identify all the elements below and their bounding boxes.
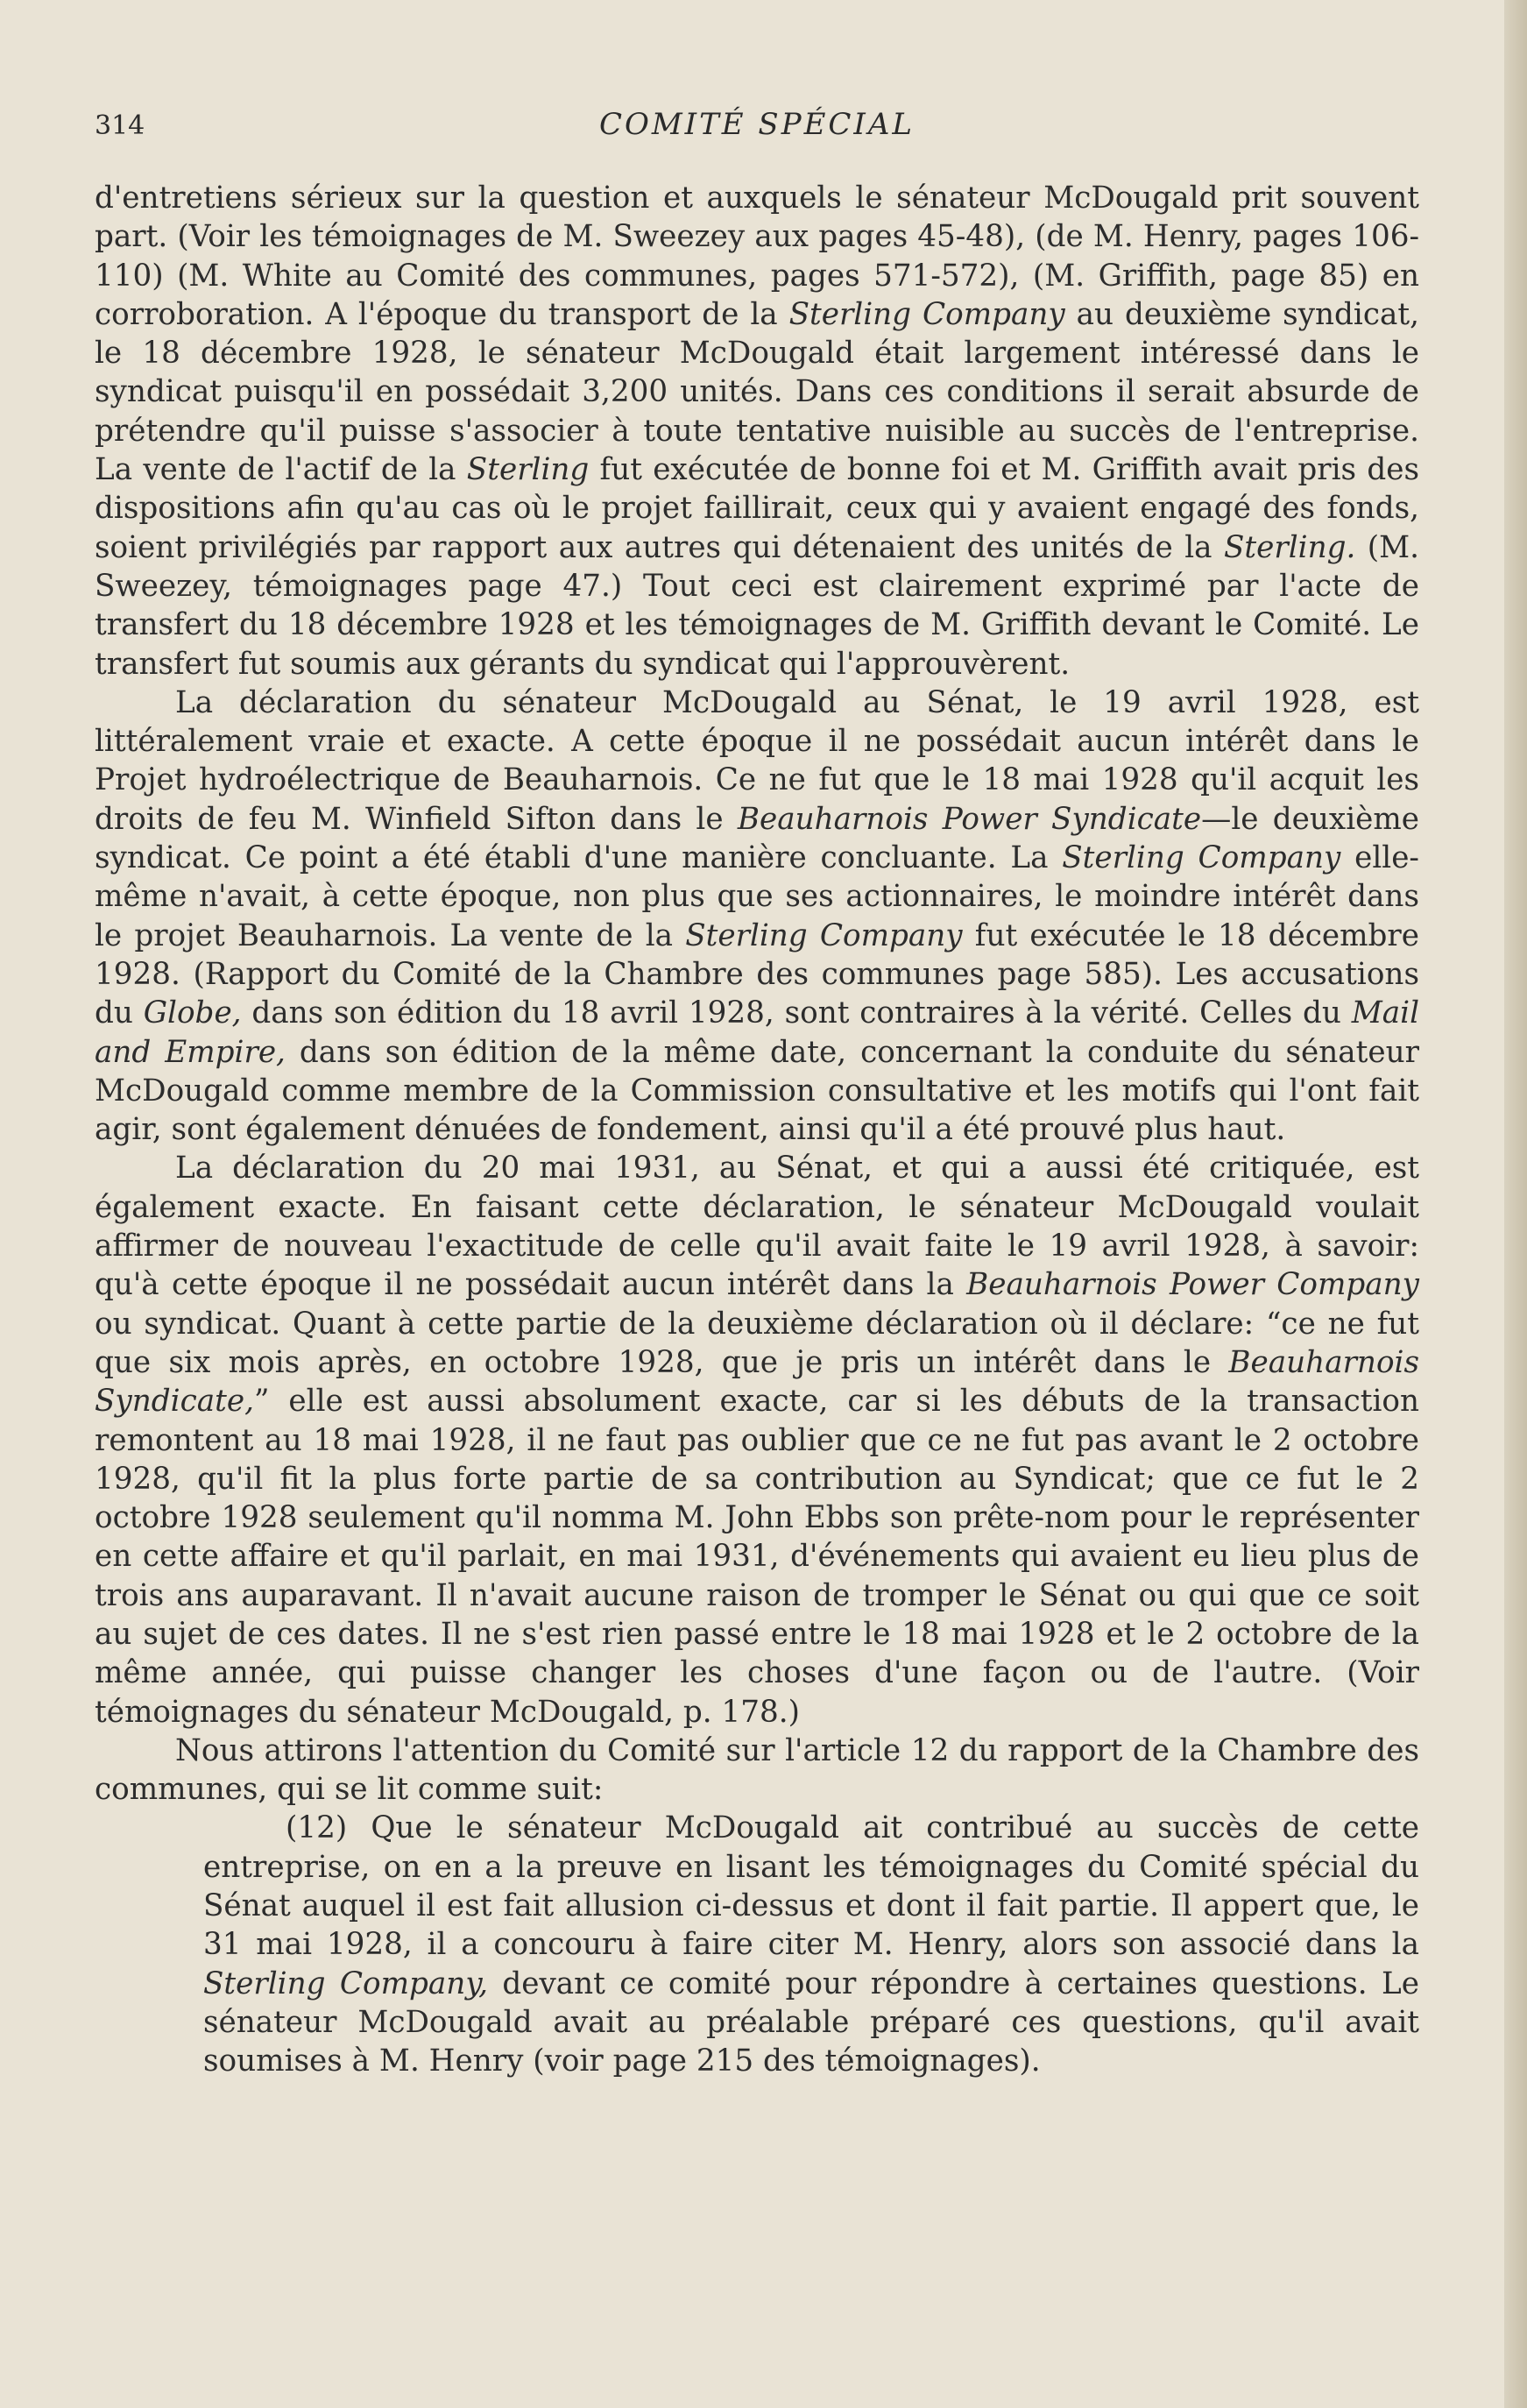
page-edge-shadow <box>1504 0 1527 2408</box>
text-run: (M. Sweezey, témoignages page 47.) Tout ceci est clairement exprimé par l'acte de transfert du 18 décembre 1928 et les témoignages de M. Griffith devant le Comité. Le transfert fut soumis aux gérants du syndicat qui l'approuvèrent. <box>95 529 1419 682</box>
body-paragraph <box>95 1732 1419 1810</box>
text-run: au deuxième syndicat, le 18 décembre 1928, le sénateur McDougald était largement intéressé dans le syndicat puisqu'il en possédait 3,200 unités. Dans ces conditions il serait absurde de prétendre qu'il puisse s'associer à toute tentative nuisible au succès de l'entreprise. La vente de l'actif de la <box>95 296 1419 488</box>
text-run: Nous attirons l'attention du Comité sur l'article 12 du rapport de la Chambre des communes, qui se lit comme suit: <box>95 1732 1419 1808</box>
text-run: —le deuxième syndicat. Ce point a été établi d'une manière concluante. La <box>95 801 1420 876</box>
text-run: dans son édition de la même date, concernant la conduite du sénateur McDougald comme membre de la Commission consultative et les motifs qui l'ont fait agir, sont également dénuées de fondement, ainsi qu'il a été prouvé plus haut. <box>95 1034 1419 1148</box>
text-run: (12) Que le sénateur McDougald ait contribué au succès de cette entreprise, on en a la preuve en lisant les témoignages du Comité spécial du Sénat auquel il est fait allusion ci-dessus et dont il fait partie. Il appert que, le 31 mai 1928, il a concouru à faire citer M. Henry, alors son associé dans la <box>203 1810 1419 1963</box>
italic-text-run: Sterling Company <box>685 917 963 953</box>
italic-text-run: Beauharnois Power Company <box>966 1267 1420 1303</box>
text-run: La déclaration du 20 mai 1931, au Sénat, et qui a aussi été critiquée, est également exacte. En faisant cette déclaration, le sénateur McDougald voulait affirmer de nouveau l'exactitude de celle qu'il avait faite le 19 avril 1928, à savoir: qu'à cette époque il ne possédait aucun intérêt dans la <box>95 1151 1419 1303</box>
italic-text-run: Sterling Company <box>1062 840 1341 876</box>
body-paragraph <box>95 179 1419 683</box>
text-run: dans son édition du 18 avril 1928, sont contraires à la vérité. Celles du <box>241 995 1352 1031</box>
page-header <box>95 107 1419 151</box>
italic-text-run: Sterling Company, <box>203 1965 488 2001</box>
page-number: 314 <box>95 110 145 141</box>
text-run: devant ce comité pour répondre à certaines questions. Le sénateur McDougald avait au préalable préparé ces questions, qu'il avait soumises à M. Henry (voir page 215 des témoignages). <box>203 1965 1419 2079</box>
text-run: ou syndicat. Quant à cette partie de la deuxième déclaration où il déclare: “ce ne fut que six mois après, en octobre 1928, que je pris un intérêt dans le <box>95 1306 1419 1380</box>
body-paragraph <box>95 1149 1419 1731</box>
text-run: fut exécutée le 18 décembre 1928. (Rapport du Comité de la Chambre des communes page 585). Les accusations du <box>95 917 1419 1031</box>
body-paragraph <box>95 683 1419 1150</box>
italic-text-run: Beauharnois Power Syndicate <box>737 801 1202 837</box>
text-run: elle-même n'avait, à cette époque, non plus que ses actionnaires, le moindre intérêt dans le projet Beauharnois. La vente de la <box>95 840 1419 953</box>
italic-text-run: Beauharnois Syndicate, <box>95 1344 1419 1420</box>
text-run: La déclaration du sénateur McDougald au Sénat, le 19 avril 1928, est littéralement vraie et exacte. A cette époque il ne possédait aucun intérêt dans le Projet hydroélectrique de Beauharnois. Ce ne fut que le 18 mai 1928 qu'il acquit les droits de feu M. Winfield Sifton dans le <box>95 684 1419 837</box>
quoted-article-paragraph <box>203 1809 1419 2080</box>
text-run: fut exécutée de bonne foi et M. Griffith avait pris des dispositions afin qu'au cas où le projet faillirait, ceux qui y avaient engagé des fonds, soient privilégiés par rapport aux autres qui détenaient des unités de la <box>95 452 1419 565</box>
italic-text-run: Sterling. <box>1223 529 1356 565</box>
running-title: COMITÉ SPÉCIAL <box>598 107 915 142</box>
document-body <box>95 179 1419 2081</box>
italic-text-run: Globe, <box>143 995 242 1031</box>
italic-text-run: Sterling <box>466 452 590 488</box>
italic-text-run: Sterling Company <box>788 296 1065 332</box>
text-run: ” elle est aussi absolument exacte, car si les débuts de la transaction remontent au 18 mai 1928, il ne faut pas oublier que ce ne fut pas avant le 2 octobre 1928, qu'il fit la plus forte partie de sa contribution au Syndicat; que ce fut le 2 octobre 1928 seulement qu'il nomma M. John Ebbs son prête-nom pour le représenter en cette affaire et qu'il parlait, en mai 1931, d'événements qui avaient eu lieu plus de trois ans auparavant. Il n'avait aucune raison de tromper le Sénat ou qui que ce soit au sujet de ces dates. Il ne s'est rien passé entre le 18 mai 1928 et le 2 octobre de la même année, qui puisse changer les choses d'une façon ou de l'autre. (Voir témoignages du sénateur McDougald, p. 178.) <box>95 1384 1419 1730</box>
text-run: d'entretiens sérieux sur la question et auxquels le sénateur McDougald prit souvent part. (Voir les témoignages de M. Sweezey aux pages 45-48), (de M. Henry, pages 106-110) (M. White au Comité des communes, pages 571-572), (M. Griffith, page 85) en corroboration. A l'époque du transport de la <box>95 181 1419 332</box>
italic-text-run: Mail and Empire, <box>95 995 1420 1070</box>
